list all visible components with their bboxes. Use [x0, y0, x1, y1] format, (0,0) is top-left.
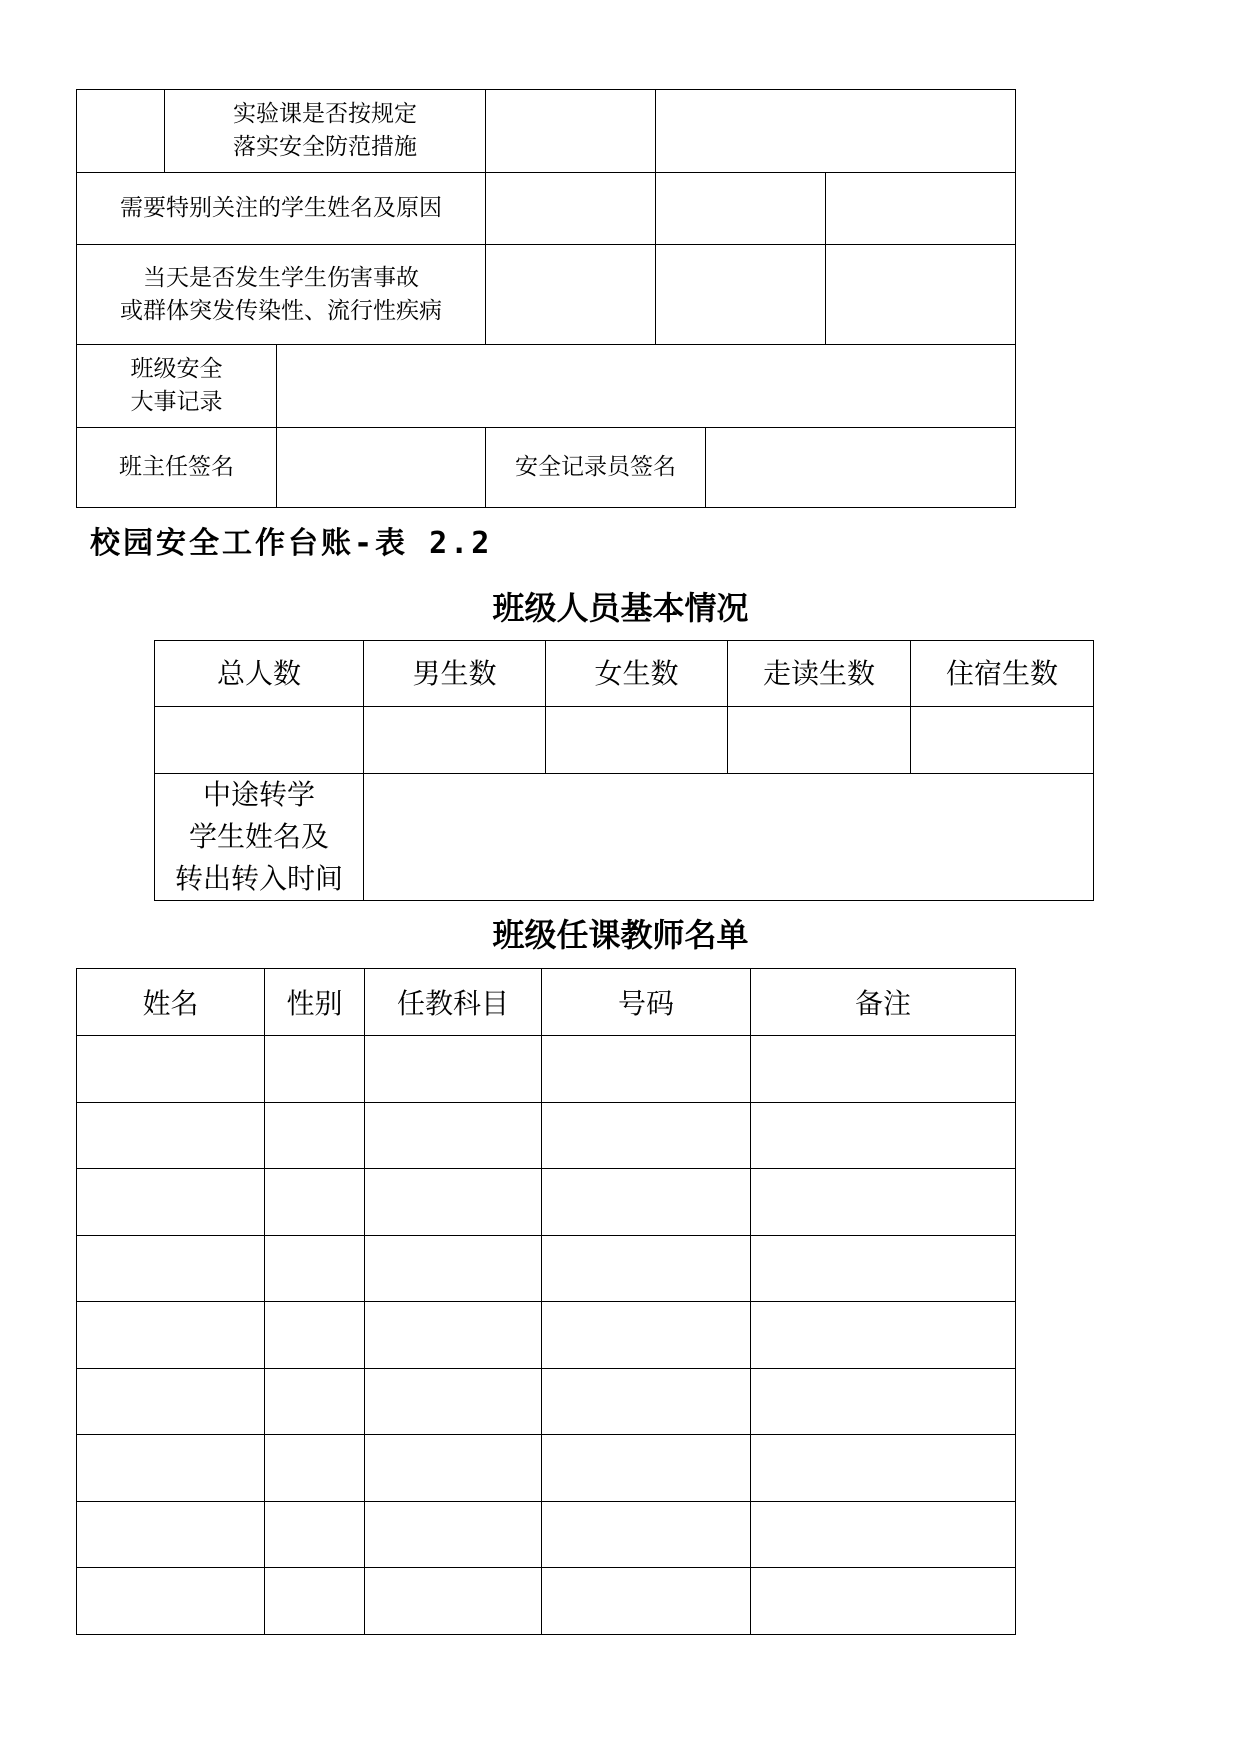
header-name: 姓名 [77, 969, 265, 1036]
phone-cell[interactable] [542, 1169, 751, 1236]
remarks-cell[interactable] [751, 1235, 1016, 1302]
gender-cell[interactable] [265, 1235, 365, 1302]
major-events-cell[interactable] [277, 345, 1016, 428]
phone-cell[interactable] [542, 1435, 751, 1502]
phone-cell[interactable] [542, 1302, 751, 1369]
table-row [77, 1169, 1016, 1236]
gender-cell[interactable] [265, 1036, 365, 1103]
special-attention-cell-2[interactable] [656, 173, 826, 245]
recorder-signature-cell[interactable] [706, 428, 1016, 508]
remarks-cell[interactable] [751, 1169, 1016, 1236]
name-cell[interactable] [77, 1102, 265, 1169]
table-row [77, 1501, 1016, 1568]
total-count-cell[interactable] [155, 707, 364, 774]
table-row [77, 1235, 1016, 1302]
lab-measures-label: 实验课是否按规定 落实安全防范措施 [165, 90, 486, 173]
name-cell[interactable] [77, 1568, 265, 1635]
head-teacher-signature-label: 班主任签名 [77, 428, 277, 508]
header-subject: 任教科目 [365, 969, 542, 1036]
phone-cell[interactable] [542, 1102, 751, 1169]
transfer-details-cell[interactable] [364, 774, 1094, 901]
lab-measures-value-cell[interactable] [486, 90, 656, 173]
incident-label: 当天是否发生学生伤害事故 或群体突发传染性、流行性疾病 [77, 245, 486, 345]
remarks-cell[interactable] [751, 1036, 1016, 1103]
remarks-cell[interactable] [751, 1435, 1016, 1502]
name-cell[interactable] [77, 1169, 265, 1236]
table-row [77, 1368, 1016, 1435]
name-cell[interactable] [77, 1368, 265, 1435]
table-row [77, 1036, 1016, 1103]
name-cell[interactable] [77, 1036, 265, 1103]
gender-cell[interactable] [265, 1102, 365, 1169]
teacher-rows [77, 1036, 1016, 1635]
major-events-label: 班级安全 大事记录 [77, 345, 277, 428]
incident-cell-1[interactable] [486, 245, 656, 345]
remarks-cell[interactable] [751, 1368, 1016, 1435]
remarks-cell[interactable] [751, 1501, 1016, 1568]
phone-cell[interactable] [542, 1501, 751, 1568]
gender-cell[interactable] [265, 1501, 365, 1568]
subject-cell[interactable] [365, 1568, 542, 1635]
girls-count-cell[interactable] [546, 707, 728, 774]
table-row [77, 1568, 1016, 1635]
incident-cell-2[interactable] [656, 245, 826, 345]
boys-count-cell[interactable] [364, 707, 546, 774]
name-cell[interactable] [77, 1501, 265, 1568]
header-boys-count: 男生数 [364, 641, 546, 707]
remarks-cell[interactable] [751, 1302, 1016, 1369]
header-day-students-count: 走读生数 [728, 641, 911, 707]
safety-log-table [76, 89, 1016, 508]
head-teacher-signature-cell[interactable] [277, 428, 486, 508]
subject-cell[interactable] [365, 1302, 542, 1369]
subject-cell[interactable] [365, 1102, 542, 1169]
subject-cell[interactable] [365, 1368, 542, 1435]
day-students-count-cell[interactable] [728, 707, 911, 774]
teacher-list-table [76, 968, 1016, 1635]
ledger-title: 校园安全工作台账-表 2.2 [90, 526, 493, 561]
header-total-count: 总人数 [155, 641, 364, 707]
incident-cell-3[interactable] [826, 245, 1016, 345]
phone-cell[interactable] [542, 1568, 751, 1635]
transfer-label: 中途转学 学生姓名及 转出转入时间 [155, 774, 364, 901]
gender-cell[interactable] [265, 1368, 365, 1435]
header-phone: 号码 [542, 969, 751, 1036]
header-boarders-count: 住宿生数 [911, 641, 1094, 707]
recorder-signature-label: 安全记录员签名 [486, 428, 706, 508]
phone-cell[interactable] [542, 1036, 751, 1103]
gender-cell[interactable] [265, 1435, 365, 1502]
header-remarks: 备注 [751, 969, 1016, 1036]
phone-cell[interactable] [542, 1368, 751, 1435]
special-attention-label: 需要特别关注的学生姓名及原因 [77, 173, 486, 245]
subject-cell[interactable] [365, 1169, 542, 1236]
remarks-cell[interactable] [751, 1568, 1016, 1635]
special-attention-cell-1[interactable] [486, 173, 656, 245]
name-cell[interactable] [77, 1435, 265, 1502]
boarders-count-cell[interactable] [911, 707, 1094, 774]
subject-cell[interactable] [365, 1036, 542, 1103]
blank-cell [77, 90, 165, 173]
table-row [77, 1302, 1016, 1369]
gender-cell[interactable] [265, 1169, 365, 1236]
table-row [77, 1435, 1016, 1502]
header-girls-count: 女生数 [546, 641, 728, 707]
subject-cell[interactable] [365, 1501, 542, 1568]
remarks-cell[interactable] [751, 1102, 1016, 1169]
header-gender: 性别 [265, 969, 365, 1036]
lab-measures-notes-cell[interactable] [656, 90, 1016, 173]
table-row [77, 1102, 1016, 1169]
name-cell[interactable] [77, 1235, 265, 1302]
gender-cell[interactable] [265, 1302, 365, 1369]
class-basic-info-table [154, 640, 1094, 901]
subject-cell[interactable] [365, 1435, 542, 1502]
name-cell[interactable] [77, 1302, 265, 1369]
phone-cell[interactable] [542, 1235, 751, 1302]
gender-cell[interactable] [265, 1568, 365, 1635]
special-attention-cell-3[interactable] [826, 173, 1016, 245]
teacher-list-title: 班级任课教师名单 [492, 916, 749, 954]
subject-cell[interactable] [365, 1235, 542, 1302]
class-info-title: 班级人员基本情况 [492, 589, 749, 627]
